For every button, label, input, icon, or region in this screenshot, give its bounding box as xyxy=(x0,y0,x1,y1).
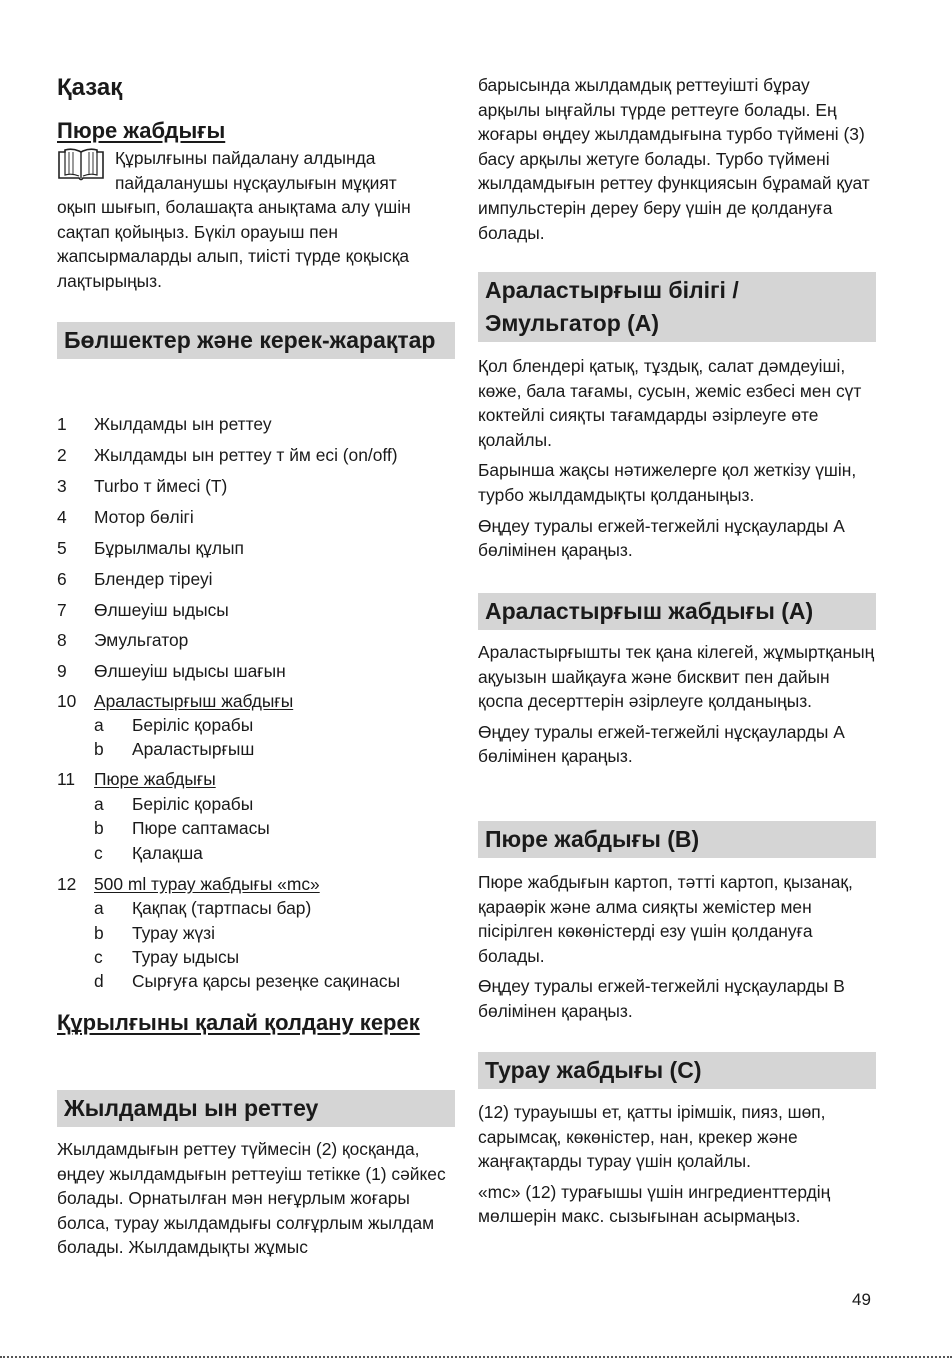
page-number: 49 xyxy=(852,1290,871,1309)
section-c-paragraph: (12) турауышы ет, қатты ірімшік, пияз, шөп, сарымсақ, көкөністер, нан, крекер және жаңғақтарды турау үшін қолайлы. xyxy=(478,1102,826,1172)
speed-paragraph: Жылдамдығын реттеу түймесін (2) қосқанда, өңдеу жылдамдығын реттеуіш тетікке (1) сәйкес болады. Орнатылған мән неғұрлым жоғары болса, турау жылдамдығы солғұрлым жылдам болады. Жылдамдықты жұмыс xyxy=(57,1139,446,1258)
parts-list: 1 Жылдамды ын реттеу 2 Жылдамды ын реттеу т йм есі (on/off) 3 Turbo т ймесі (T) 4 Мотор бөлігі 5 Бұрылмалы құлып 6 Блендер тіреуі 7 Өлшеуіш ыдысы 8 Эмульгатор 9 Өлшеуіш ыдысы шағын 10 Араластырғыш жабдығы a Беріліс қорабы b Араластырғыш 11 Пюре жабдығы a Беріліс қорабы b Пюре саптамасы c Қалақша 12 500 ml турау жабдығы «mc» a Қақпақ (тартпасы бар) b Турау жүзі c Турау ыдысы d Сырғуға қарсы резеңке сақинасы xyxy=(57,414,401,991)
intro-paragraph: оқып шығып, болашақта анықтама алу үшін сақтап қойыңыз. Бүкіл орауыш пен жапсырмаларды алып, тиісті түрде қоқысқа лақтырыңыз. xyxy=(57,197,411,291)
section-b-paragraph: Өңдеу туралы егжей-тегжейлі нұсқауларды B бөлімінен қараңыз. xyxy=(478,976,845,1021)
intro-line-1: Құрылғыны пайдалану алдында xyxy=(115,148,376,168)
speed-heading: Жылдамды ын реттеу xyxy=(57,1090,455,1127)
section-b-paragraph: Пюре жабдығын картоп, тәтті картоп, қызанақ, қараөрік және алма сияқты жемістер мен пісірілген көкөністерді езу үшін қолдануға болады. xyxy=(478,872,853,966)
section-mix-body xyxy=(478,640,876,769)
section-a-paragraph: Барынша жақсы нәтижелерге қол жеткізу үшін, турбо жылдамдықты қолданыңыз. xyxy=(478,460,857,505)
section-c-body xyxy=(478,1100,876,1229)
section-a-paragraph: Өңдеу туралы егжей-тегжейлі нұсқауларды A бөлімінен қараңыз. xyxy=(478,515,844,561)
book-icon xyxy=(57,148,105,182)
section-b-heading: Пюре жабдығы (B) xyxy=(478,821,876,858)
page-title: Пюре жабдығы xyxy=(57,118,226,143)
speed-continued-paragraph: барысында жылдамдық реттеуішті бұрау арқылы ыңғайлы түрде реттеуге болады. Ең жоғары өңдеу жылдамдығына турбо түймені (3) басу арқылы жетуге болады. Турбо түймені жылдамдығын реттеу функциясын бұрамай қуат импульстерін дереу беру үшін де қолдануға болады. xyxy=(478,75,870,243)
section-c-paragraph: «mc» (12) турағышы үшін ингредиенттердің мөлшерін макс. сызығынан асырмаңыз. xyxy=(478,1181,831,1227)
section-c-heading: Турау жабдығы (C) xyxy=(478,1052,876,1089)
intro-line-2: пайдаланушы нұсқаулығын мұқият xyxy=(115,172,397,193)
section-mix-paragraph: Араластырғышты тек қана кілегей, жұмыртқаның ақуызын шайқауға және бисквит пен дайын қоспа десерттерін әзірлеуге қолданыңыз. xyxy=(478,642,875,712)
intro-block xyxy=(57,146,455,294)
language-title: Қазақ xyxy=(57,74,123,101)
section-a-body xyxy=(478,354,876,563)
parts-heading: Бөлшектер және керек-жарақтар xyxy=(57,322,455,359)
section-mix-heading: Араластырғыш жабдығы (A) xyxy=(478,593,876,630)
section-a-heading: Араластырғыш білігі / Эмульгатор (A) xyxy=(478,272,876,342)
section-b-body xyxy=(478,870,876,1024)
bottom-dotted-divider xyxy=(0,1356,952,1358)
section-a-paragraph: Қол блендері қатық, тұздық, салат дәмдеуіші, көже, бала тағамы, сусын, жеміс езбесі мен сүт коктейлі сияқты тағамдарды әзірлеуге өте қолайлы. xyxy=(478,356,862,450)
section-mix-paragraph: Өңдеу туралы егжей-тегжейлі нұсқауларды A бөлімінен қараңыз. xyxy=(478,721,844,767)
usage-title: Құрылғыны қалай қолдану керек xyxy=(57,1010,420,1035)
